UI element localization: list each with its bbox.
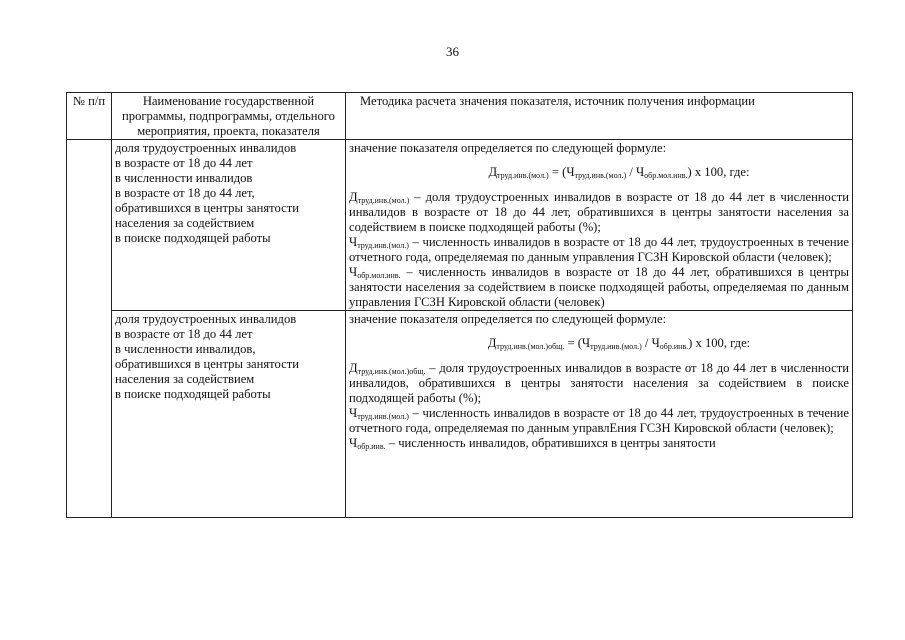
variable-definition: $Ч_{обр.инв.}$ – численность инвалидов, обратившихся в центры занятости bbox=[349, 436, 716, 451]
name-line: обратившихся в центры занятости bbox=[115, 201, 299, 215]
formula: $Д_{труд.инв.(мол.)общ.} = (Ч_{труд.инв.(мол.)} / Ч_{обр.инв.})$ х 100, где: bbox=[487, 336, 751, 351]
name-line: обратившихся в центры занятости bbox=[115, 357, 299, 371]
table-row bbox=[67, 311, 853, 518]
header-name: Наименование государственной программы, подпрограммы, отдельного мероприятия, проекта, показателя bbox=[112, 93, 346, 140]
variable-definition: $Д_{труд.инв.(мол.)общ.}$ – доля трудоустроенных инвалидов в возрасте от 18 до 44 лет в численности инвалидов, обратившихся в центры занятости населения за содействием в поиске подходящей работы (%); bbox=[349, 361, 849, 405]
methodology-table bbox=[66, 92, 853, 518]
indicator-name-cell bbox=[112, 311, 346, 518]
name-line: доля трудоустроенных инвалидов bbox=[115, 312, 297, 326]
page-number: 36 bbox=[446, 44, 459, 59]
indicator-name-cell bbox=[112, 140, 346, 311]
header-number: № п/п bbox=[67, 93, 112, 140]
variable-definition: $Ч_{обр.мол.инв.}$ – численность инвалидов в возрасте от 18 до 44 лет, обратившихся в центры занятости населения за содействием в поиске подходящей работы, определяемая по данным управления ГСЗН Кировской области (человек) bbox=[349, 265, 849, 309]
name-line: в возрасте от 18 до 44 лет bbox=[115, 327, 253, 341]
row-number-cell bbox=[67, 140, 112, 518]
methodology-cell bbox=[346, 140, 853, 311]
name-line: в возрасте от 18 до 44 лет, bbox=[115, 186, 255, 200]
header-methodology: Методика расчета значения показателя, источник получения информации bbox=[346, 93, 853, 140]
variable-definition: $Ч_{труд.инв.(мол.)}$ – численность инвалидов в возрасте от 18 до 44 лет, трудоустроенных в течение отчетного года, определяемая по данным управлЕния ГСЗН Кировской области (человек); bbox=[349, 406, 849, 435]
name-line: в поиске подходящей работы bbox=[115, 231, 271, 245]
variable-definition: $Ч_{труд.инв.(мол.)}$ – численность инвалидов в возрасте от 18 до 44 лет, трудоустроенных в течение отчетного года, определяемая по данным управления ГСЗН Кировской области (человек); bbox=[349, 235, 849, 264]
name-line: в численности инвалидов, bbox=[115, 342, 256, 356]
methodology-cell bbox=[346, 311, 853, 518]
formula-intro: значение показателя определяется по следующей формуле: bbox=[349, 141, 667, 155]
formula: $Д_{труд.инв.(мол.)} = (Ч_{труд.инв.(мол.)} / Ч_{обр.мол.инв.})$ х 100, где: bbox=[488, 165, 750, 180]
variable-definition: $Д_{труд.инв.(мол.)}$ – доля трудоустроенных инвалидов в возрасте от 18 до 44 лет в численности инвалидов в возрасте от 18 до 44 лет, обратившихся в центры занятости населения за содействием в поиске подходящей работы (%); bbox=[349, 190, 849, 234]
name-line: в численности инвалидов bbox=[115, 171, 253, 185]
name-line: в поиске подходящей работы bbox=[115, 387, 271, 401]
name-line: доля трудоустроенных инвалидов bbox=[115, 141, 297, 155]
table-row bbox=[67, 140, 853, 311]
name-line: населения за содействием bbox=[115, 216, 255, 230]
table-header-row bbox=[67, 93, 853, 140]
formula-intro: значение показателя определяется по следующей формуле: bbox=[349, 312, 667, 326]
name-line: в возрасте от 18 до 44 лет bbox=[115, 156, 253, 170]
name-line: населения за содействием bbox=[115, 372, 255, 386]
